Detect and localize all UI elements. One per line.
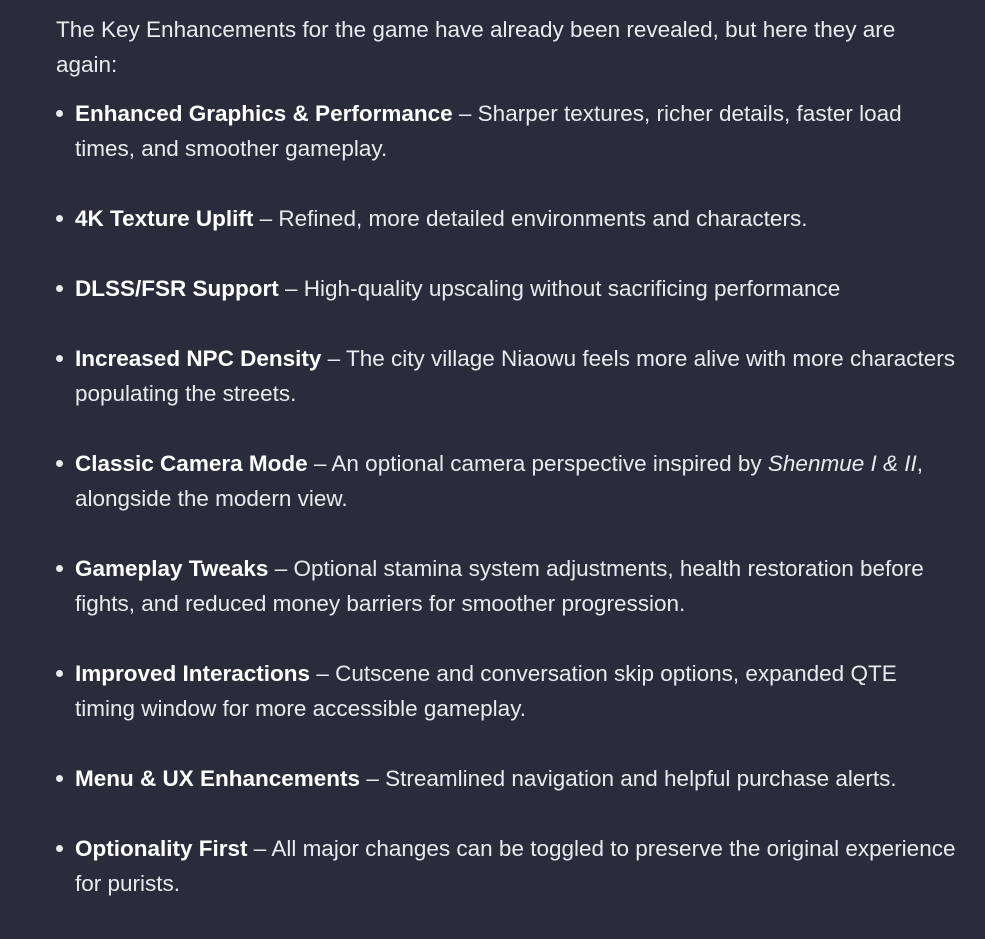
dash: – bbox=[253, 836, 267, 861]
article-body bbox=[56, 12, 956, 901]
dash: – bbox=[274, 556, 288, 581]
dash: – bbox=[316, 661, 329, 686]
feature-title: Menu & UX Enhancements bbox=[75, 766, 361, 791]
bullet-icon bbox=[56, 775, 63, 782]
feature-title: 4K Texture Uplift bbox=[75, 206, 254, 231]
feature-title: Increased NPC Density bbox=[75, 346, 322, 371]
list-item-menu-ux bbox=[56, 761, 956, 796]
feature-title: Improved Interactions bbox=[75, 661, 311, 686]
bullet-icon bbox=[56, 845, 63, 852]
bullet-icon bbox=[56, 215, 63, 222]
feature-description: An optional camera perspective inspired by bbox=[331, 451, 768, 476]
list-item-gameplay-tweaks bbox=[56, 551, 956, 621]
bullet-icon bbox=[56, 460, 63, 467]
feature-title: Gameplay Tweaks bbox=[75, 556, 269, 581]
feature-description: Sharper textures, richer details, faster load times, and smoother gameplay. bbox=[75, 101, 902, 161]
dash: – bbox=[327, 346, 341, 371]
intro-paragraph: The Key Enhancements for the game have already been revealed, but here they are again: bbox=[56, 17, 896, 77]
feature-title: DLSS/FSR Support bbox=[75, 276, 279, 301]
feature-title: Enhanced Graphics & Performance bbox=[75, 101, 453, 126]
bullet-icon bbox=[56, 110, 63, 117]
feature-description: Optional stamina system adjustments, health restoration before fights, and reduced money barriers for smoother progression. bbox=[75, 556, 924, 616]
enhancements-list bbox=[56, 96, 956, 901]
list-item-npc-density bbox=[56, 341, 956, 411]
list-item-dlss-fsr bbox=[56, 271, 956, 306]
dash: – bbox=[259, 206, 273, 231]
bullet-icon bbox=[56, 355, 63, 362]
feature-title: Classic Camera Mode bbox=[75, 451, 308, 476]
dash: – bbox=[458, 101, 472, 126]
list-item-classic-camera bbox=[56, 446, 956, 516]
list-item-4k-texture bbox=[56, 201, 956, 236]
feature-description: Cutscene and conversation skip options, expanded QTE timing window for more accessible gameplay. bbox=[75, 661, 897, 721]
feature-title: Optionality First bbox=[75, 836, 248, 861]
dash: – bbox=[366, 766, 379, 791]
feature-description: All major changes can be toggled to preserve the original experience for purists. bbox=[75, 836, 956, 896]
feature-description-end: , alongside the modern view. bbox=[75, 451, 924, 511]
list-item-improved-interactions bbox=[56, 656, 956, 726]
feature-description: Streamlined navigation and helpful purchase alerts. bbox=[385, 766, 897, 791]
list-item-graphics-performance bbox=[56, 96, 956, 166]
bullet-icon bbox=[56, 565, 63, 572]
feature-description: High-quality upscaling without sacrificing performance bbox=[303, 276, 841, 301]
list-item-optionality-first bbox=[56, 831, 956, 901]
feature-description: Refined, more detailed environments and characters. bbox=[278, 206, 808, 231]
bullet-icon bbox=[56, 670, 63, 677]
dash: – bbox=[285, 276, 298, 301]
dash: – bbox=[313, 451, 327, 476]
game-title-italic: Shenmue I & II bbox=[767, 451, 917, 476]
feature-description: The city village Niaowu feels more alive with more characters populating the streets. bbox=[75, 346, 955, 406]
bullet-icon bbox=[56, 285, 63, 292]
